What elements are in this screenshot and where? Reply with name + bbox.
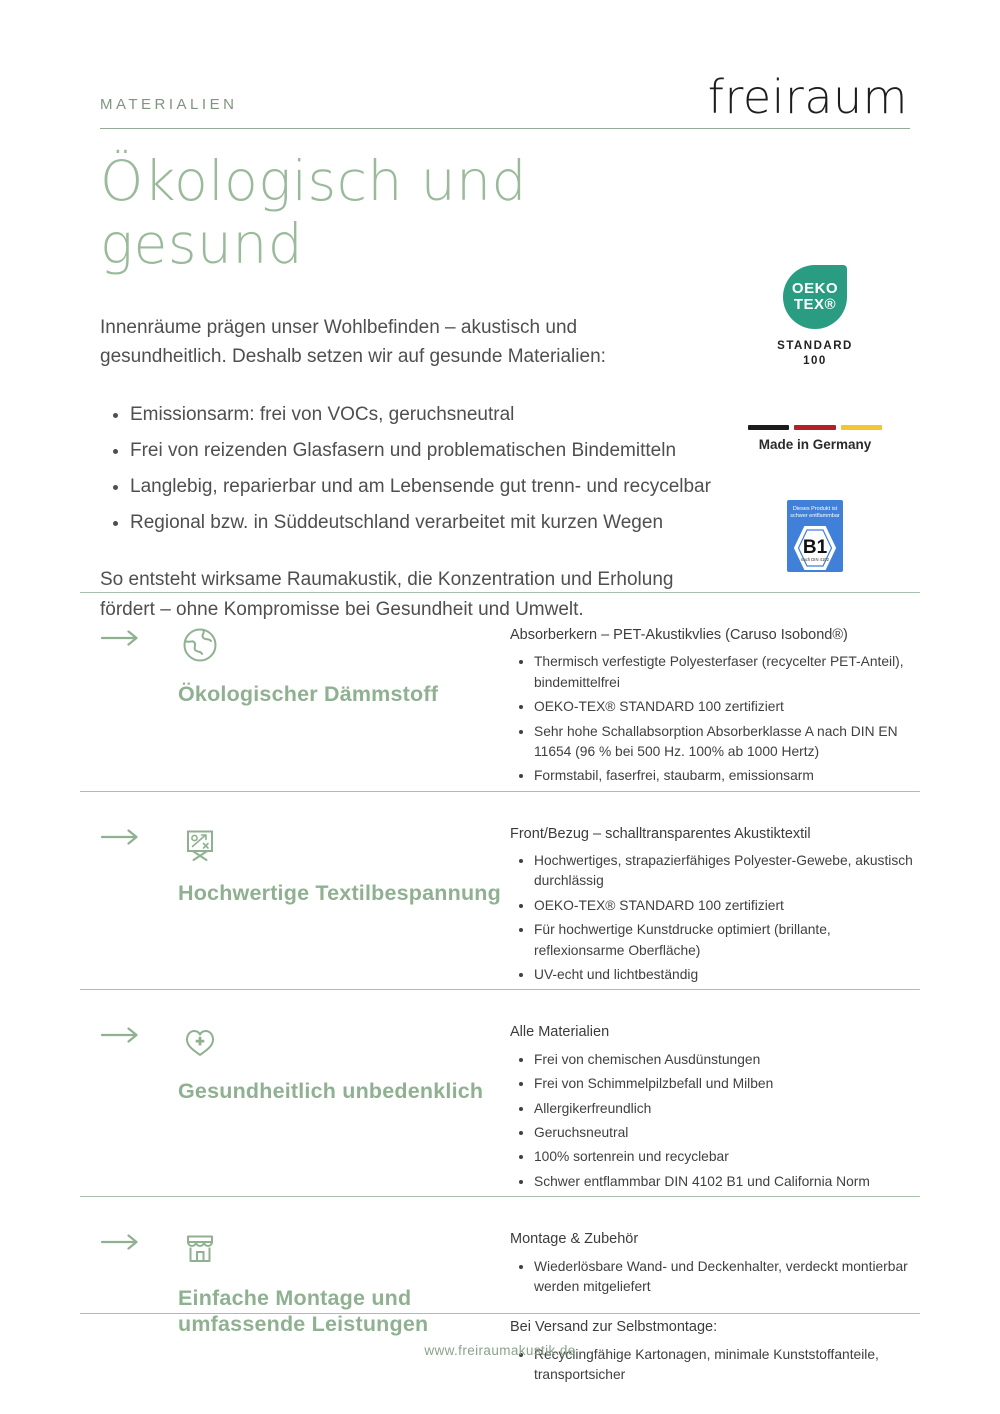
flag-stripe-black	[748, 425, 789, 430]
bullet-item: • Sehr hohe Schallabsorption Absorberklasse A nach DIN EN 11654 (96 % bei 500 Hz. 100% ab 1000 Hertz)	[534, 722, 920, 763]
outro-paragraph: So entsteht wirksame Raumakustik, die Konzentration und Erholung fördert – ohne Kompromisse bei Gesundheit und Umwelt.	[100, 569, 674, 620]
b1-hexagon-icon	[792, 524, 838, 572]
oeko-tex-line1: OEKO	[791, 279, 839, 297]
globe-icon	[178, 623, 222, 667]
bullet-item: • Langlebig, reparierbar und am Lebensende gut trenn- und recycelbar	[130, 473, 730, 501]
website-link[interactable]: www.freiraumakustik.de	[424, 1343, 576, 1358]
arrow-cell	[80, 1227, 178, 1389]
content-group	[510, 1229, 920, 1297]
bullet-item: • OEKO-TEX® STANDARD 100 zertifiziert	[534, 697, 920, 717]
made-in-germany-label: Made in Germany	[758, 436, 872, 452]
group-lead: Montage & Zubehör	[510, 1231, 639, 1248]
brand-logo: freiraum	[707, 70, 908, 124]
certification-badges	[745, 265, 885, 572]
feature-sections	[80, 592, 920, 1389]
oeko-tex-caption	[777, 339, 853, 369]
bullet-item: • Thermisch verfestigte Polyesterfaser (recycelter PET-Anteil), bindemittelfrei	[534, 652, 920, 693]
arrow-right-icon	[100, 1233, 140, 1251]
hero-section	[100, 150, 740, 624]
svg-text:nach DIN 4102: nach DIN 4102	[801, 556, 829, 562]
flag-stripe-red	[794, 425, 835, 430]
section-einfache-montage	[80, 1196, 920, 1389]
b1-badge-top-text	[790, 506, 840, 521]
arrow-right-icon	[100, 629, 140, 647]
strategy-board-icon	[178, 822, 222, 866]
health-heart-icon	[178, 1020, 222, 1064]
content-group	[510, 824, 920, 986]
section-heading-cell	[178, 623, 510, 791]
group-lead: Front/Bezug – schalltransparentes Akustiktextil	[510, 825, 811, 842]
arrow-right-icon	[100, 828, 140, 846]
section-oekologischer-daemmstoff	[80, 592, 920, 791]
bullet-item: • Geruchsneutral	[534, 1123, 920, 1143]
group-bullet-list	[510, 652, 920, 786]
oeko-tex-line2: TEX®	[793, 296, 837, 313]
arrow-cell	[80, 623, 178, 791]
bullet-item: • 100% sortenrein und recyclebar	[534, 1147, 920, 1167]
b1-top-line1: Dieses Produkt ist	[792, 505, 838, 512]
intro-paragraph: Innenräume prägen unser Wohlbefinden – akustisch und gesundheitlich. Deshalb setzen wir auf gesunde Materialien:	[100, 316, 606, 367]
content-group	[510, 1022, 920, 1192]
bullet-item: • Frei von Schimmelpilzbefall und Milben	[534, 1074, 920, 1094]
arrow-right-icon	[100, 1026, 140, 1044]
oeko-tex-caption-line1: STANDARD	[777, 340, 853, 352]
group-lead: Absorberkern – PET-Akustikvlies (Caruso Isobond®)	[510, 627, 848, 643]
section-heading: Hochwertige Textilbespannung	[178, 880, 501, 905]
bullet-item: • Formstabil, faserfrei, staubarm, emissionsarm	[534, 766, 920, 786]
content-group	[510, 625, 920, 787]
store-icon	[178, 1227, 222, 1271]
bullet-item: • Für hochwertige Kunstdrucke optimiert (brillante, reflexionsarme Oberfläche)	[534, 920, 920, 961]
made-in-germany-badge	[748, 425, 882, 452]
header-divider	[100, 128, 910, 129]
section-content	[510, 1227, 920, 1389]
group-bullet-list	[510, 1050, 920, 1192]
group-bullet-list	[510, 851, 920, 985]
bullet-item: • Allergikerfreundlich	[534, 1099, 920, 1119]
page-title: Ökologisch und gesund	[100, 149, 527, 277]
svg-text:B1: B1	[802, 536, 828, 558]
bullet-item: • Frei von reizenden Glasfasern und problematischen Bindemitteln	[130, 437, 730, 465]
section-heading: Gesundheitlich unbedenklich	[178, 1079, 484, 1104]
bullet-item: • Recyclingfähige Kartonagen, minimale Kunststoffanteile, transportsicher	[534, 1345, 920, 1386]
section-content	[510, 1020, 920, 1196]
section-hochwertige-textilbespannung	[80, 791, 920, 990]
group-lead: Alle Materialien	[510, 1024, 610, 1041]
bullet-item: • Frei von chemischen Ausdünstungen	[534, 1050, 920, 1070]
oeko-tex-badge-icon	[783, 265, 847, 329]
section-heading: Einfache Montage und umfassende Leistungen	[178, 1286, 429, 1337]
bullet-item: • OEKO-TEX® STANDARD 100 zertifiziert	[534, 896, 920, 916]
germany-flag-stripes-icon	[748, 425, 882, 430]
group-lead: Bei Versand zur Selbstmontage:	[510, 1319, 718, 1336]
section-gesundheitlich-unbedenklich	[80, 989, 920, 1196]
section-heading-cell	[178, 1020, 510, 1196]
section-heading-cell	[178, 1227, 510, 1389]
group-bullet-list	[510, 1257, 920, 1298]
page-eyebrow: MATERIALIEN	[100, 96, 238, 113]
intro-bullet-list	[100, 401, 730, 537]
bullet-item: • UV-echt und lichtbeständig	[534, 965, 920, 985]
section-heading: Ökologischer Dämmstoff	[178, 682, 439, 706]
arrow-cell	[80, 822, 178, 990]
flag-stripe-gold	[841, 425, 882, 430]
section-heading-cell	[178, 822, 510, 990]
section-content	[510, 623, 920, 791]
bullet-item: • Emissionsarm: frei von VOCs, geruchsneutral	[130, 401, 730, 429]
page-footer	[80, 1313, 920, 1360]
section-content	[510, 822, 920, 990]
oeko-tex-caption-line2: 100	[803, 354, 827, 367]
b1-top-line2: schwer entflammbar	[790, 513, 840, 520]
bullet-item: • Hochwertiges, strapazierfähiges Polyester-Gewebe, akustisch durchlässig	[534, 851, 920, 892]
bullet-item: • Wiederlösbare Wand- und Deckenhalter, verdeckt montierbar werden mitgeliefert	[534, 1257, 920, 1298]
arrow-cell	[80, 1020, 178, 1196]
b1-fire-rating-badge	[787, 500, 843, 572]
bullet-item: • Regional bzw. in Süddeutschland verarbeitet mit kurzen Wegen	[130, 509, 730, 537]
bullet-item: • Schwer entflammbar DIN 4102 B1 und California Norm	[534, 1172, 920, 1192]
